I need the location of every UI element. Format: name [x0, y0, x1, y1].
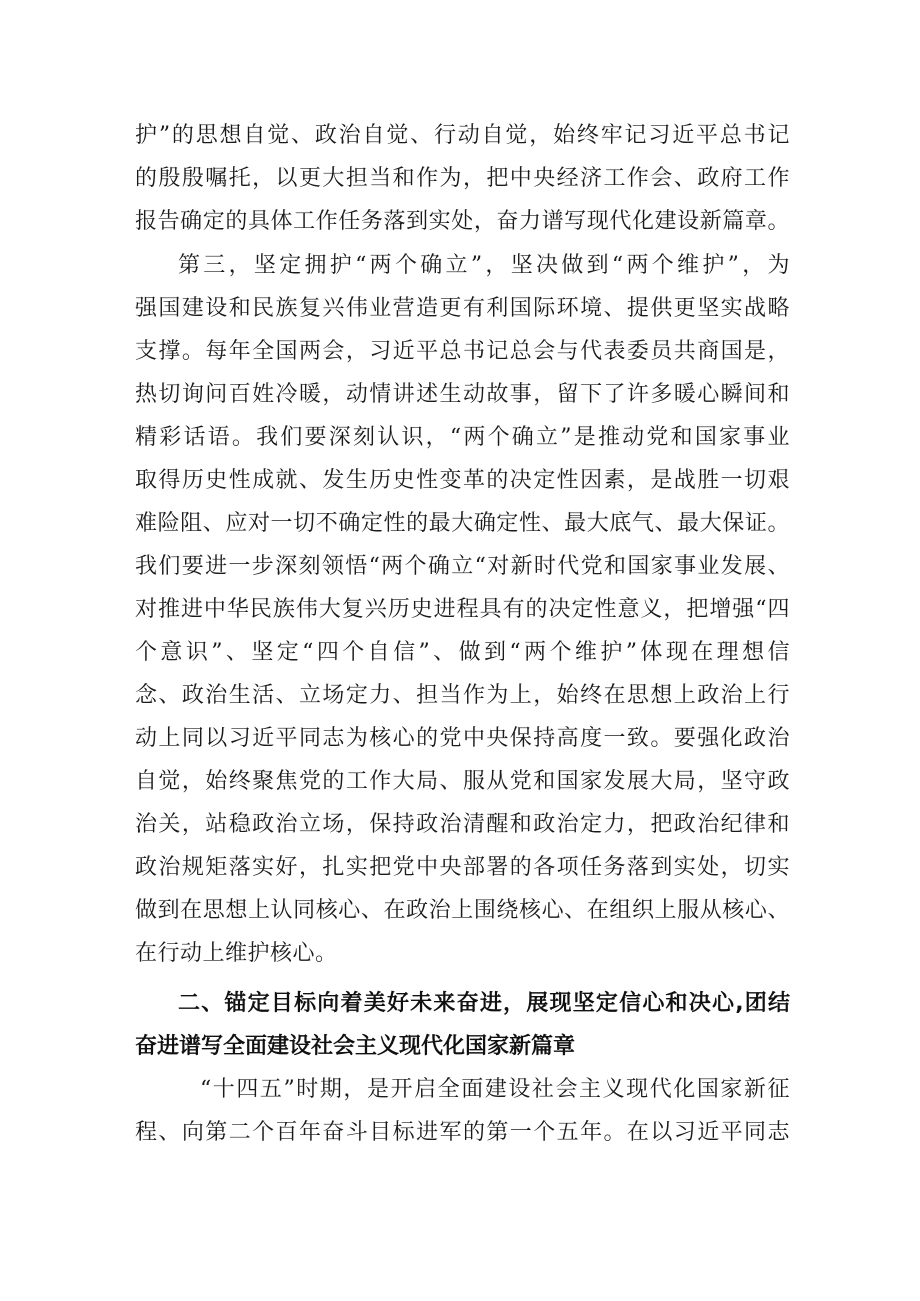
paragraph-2-line-8: 我们要进一步深刻领悟“两个确立“对新时代党和国家事业发展、 — [135, 554, 790, 579]
paragraph-2-line-4: 热切询问百姓冷暖，动情讲述生动故事，留下了许多暖心瞬间和 — [135, 382, 790, 407]
paragraph-2-line-12: 动上同以习近平同志为核心的党中央保持高度一致。要强化政治 — [135, 726, 790, 751]
paragraph-2-line-13: 自觉，始终聚焦党的工作大局、服从党和国家发展大局，坚守政 — [135, 769, 790, 794]
paragraph-1-line-1: 护”的思想自觉、政治自觉、行动自觉，始终牢记习近平总书记 — [135, 123, 790, 148]
section-heading-line-1: 二、锚定目标向着美好未来奋进，展现坚定信心和决心,团结 — [178, 991, 790, 1016]
paragraph-1-line-3: 报告确定的具体工作任务落到实处，奋力谱写现代化建设新篇章。 — [135, 209, 790, 234]
paragraph-2-line-17: 在行动上维护核心。 — [135, 941, 338, 966]
paragraph-2-line-2: 强国建设和民族复兴伟业营造更有利国际环境、提供更坚实战略 — [135, 296, 790, 321]
paragraph-2-line-11: 念、政治生活、立场定力、担当作为上，始终在思想上政治上行 — [135, 683, 790, 708]
paragraph-2-line-1: 第三，坚定拥护“两个确立”，坚决做到“两个维护”，为 — [178, 253, 790, 278]
paragraph-2-line-16: 做到在思想上认同核心、在政治上围绕核心、在组织上服从核心、 — [135, 898, 790, 923]
paragraph-2-line-5: 精彩话语。我们要深刻认识，“两个确立”是推动党和国家事业 — [135, 425, 790, 450]
paragraph-2-line-10: 个意识”、坚定“四个自信”、做到“两个维护”体现在理想信 — [135, 640, 790, 665]
paragraph-3-line-1: “十四五”时期，是开启全面建设社会主义现代化国家新征 — [200, 1077, 790, 1102]
paragraph-2-line-6: 取得历史性成就、发生历史性变革的决定性因素，是战胜一切艰 — [135, 468, 790, 493]
paragraph-2-line-3: 支撑。每年全国两会，习近平总书记总会与代表委员共商国是， — [135, 339, 790, 364]
section-heading-line-2: 奋进谱写全面建设社会主义现代化国家新篇章 — [135, 1034, 576, 1059]
paragraph-2-line-15: 政治规矩落实好，扎实把党中央部署的各项任务落到实处，切实 — [135, 855, 790, 880]
paragraph-2-line-9: 对推进中华民族伟大复兴历史进程具有的决定性意义，把增强“四 — [135, 597, 790, 622]
paragraph-1-line-2: 的殷殷嘱托，以更大担当和作为，把中央经济工作会、政府工作 — [135, 166, 790, 191]
paragraph-2-line-14: 治关，站稳政治立场，保持政治清醒和政治定力，把政治纪律和 — [135, 812, 790, 837]
paragraph-3-line-2: 程、向第二个百年奋斗目标进军的第一个五年。在以习近平同志 — [135, 1120, 790, 1145]
paragraph-2-line-7: 难险阻、应对一切不确定性的最大确定性、最大底气、最大保证。 — [135, 511, 790, 536]
